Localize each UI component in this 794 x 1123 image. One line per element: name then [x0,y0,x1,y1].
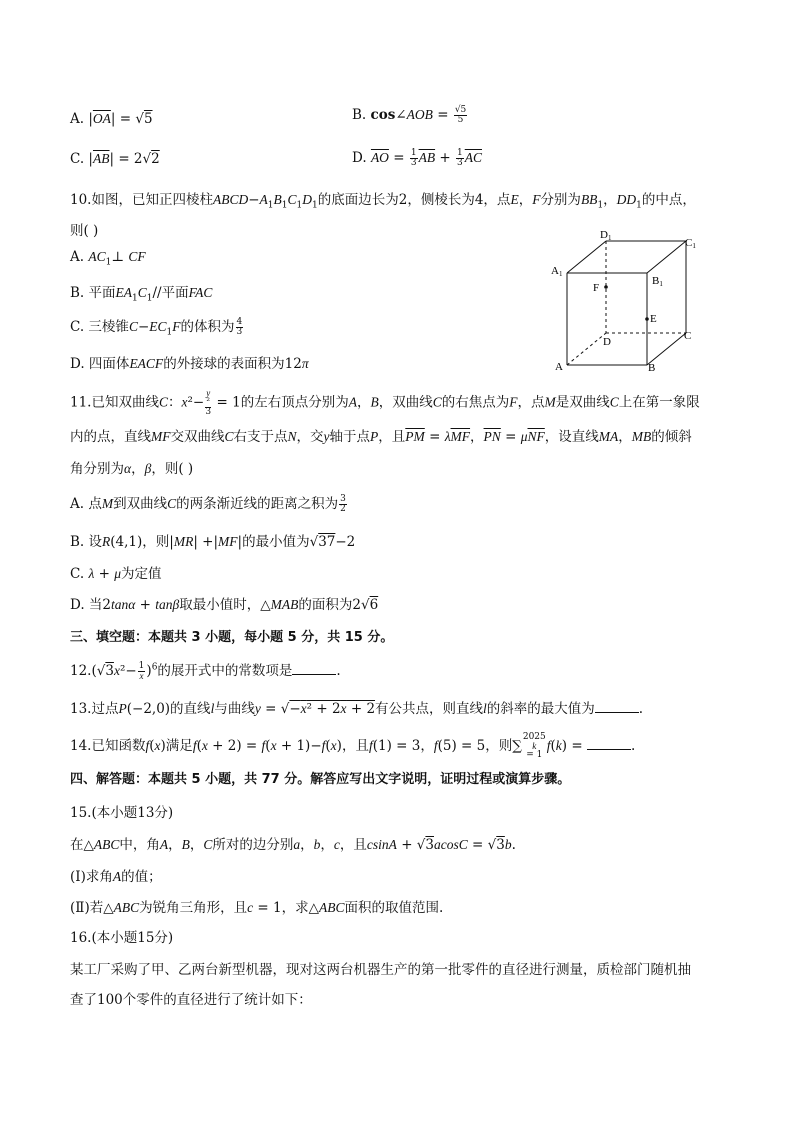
label-a1: A1 [551,265,563,278]
question-14: 14.已知函数f(x)满足f(x + 2) = f(x + 1)−f(x)，且f(1) = 3，f(5) = 5，则∑ 2025 k = 1 f(k) = . [70,732,636,760]
label-a: A [555,361,563,373]
q9-option-b: B. cos∠AOB = $\frac{√5}{5}$ [352,105,467,125]
label-f: F [593,282,600,294]
q11-stem-line1: 11.已知双曲线C：x²− y ² 3 = 1的左右顶点分别为A，B，双曲线C的右焦点为F，点M是双曲线C上在第一象限 [70,388,700,417]
q10-option-c: C. 三棱锥$C-EC_1F$的体积为 $\frac{4}{3}$ [70,317,243,338]
q16-stem-line2: 查了100个零件的直径进行了统计如下： [70,992,312,1008]
label-b1: B1 [652,275,663,288]
question-13: 13.过点P(−2,0)的直线l与曲线y = √−x² + 2x + 2有公共点，则直线l的斜率的最大值为 . [70,701,644,717]
q15-stem: 在△ABC中，角A，B，C所对的边分别a，b，c，且csinA + √3acosC = √3b. [70,837,516,853]
q10-option-b: B. 平面$EA_1C_1//$平面FAC [70,285,213,304]
label-d: D [603,336,611,348]
section-solutions-heading: 四、解答题：本题共 5 小题，共 77 分。解答应写出文字说明，证明过程或演算步骤。 [70,772,571,787]
label-b: B [648,362,656,374]
q11-option-d: D. 当2tanα + tanβ取最小值时，△MAB的面积为2√6 [70,597,379,613]
q9-option-a: A. $|\overline{OA}| = √5$ [70,111,153,127]
q11-option-b: B. 设R(4,1)，则|MR| +|MF|的最小值为√37−2 [70,534,356,550]
q15-part-2: (Ⅱ)若△ABC为锐角三角形，且c = 1，求△ABC面积的取值范围. [70,900,444,916]
q10-stem-line2: 则( ) [70,223,99,239]
label-c: C [684,330,692,342]
point-e [645,317,649,321]
label-e: E [650,313,657,325]
q9-option-c: C. $|\overline{AB}| = 2√2$ [70,151,160,167]
q11-stem-line3: 角分别为α，β，则( ) [70,461,194,477]
q11-stem-line2: 内的点，直线MF交双曲线C右支于点N，交y轴于点P，且$\overline{PM} = \lambda\overline{MF}$，$\overline{PN} = \mu\overline{NF}$，设直线MA，MB的倾斜 [70,429,692,445]
question-12: 12.(√3x²− $\frac{1}{x}$ )$^6$的展开式中的常数项是 . [70,661,341,681]
q10-option-d: D. 四面体EACF的外接球的表面积为12π [70,356,309,372]
q11-option-c: C. λ + μ为定值 [70,566,162,582]
q15-heading: 15.(本小题13分) [70,805,174,821]
q10-stem-line1: 10.如图，已知正四棱柱$ABCD-A_1B_1C_1D_1$的底面边长为2，侧棱长为4，点E，F分别为$BB_1$，$DD_1$的中点， [70,192,696,211]
point-f [604,285,608,289]
q10-option-a: A. $AC_1\perp$ CF [70,249,146,268]
prism-figure [545,222,715,374]
q9-option-d: D. $\overline{AO}$ = $\frac{1}{3}$ $\overline{AB}$ + $\frac{1}{3}$ $\overline{AC}$ [352,148,482,168]
label-d1: D1 [600,229,612,242]
section-fill-in-heading: 三、填空题：本题共 3 小题，每小题 5 分，共 15 分。 [70,630,394,645]
label-c1: C1 [685,237,696,250]
q16-stem-line1: 某工厂采购了甲、乙两台新型机器，现对这两台机器生产的第一批零件的直径进行测量，质检部门随机抽 [70,962,691,978]
q15-part-1: (Ⅰ)求角A的值； [70,869,162,885]
q16-heading: 16.(本小题15分) [70,930,174,946]
q11-option-a: A. 点M到双曲线C的两条渐近线的距离之积为 $\frac{3}{2}$ [70,494,346,514]
